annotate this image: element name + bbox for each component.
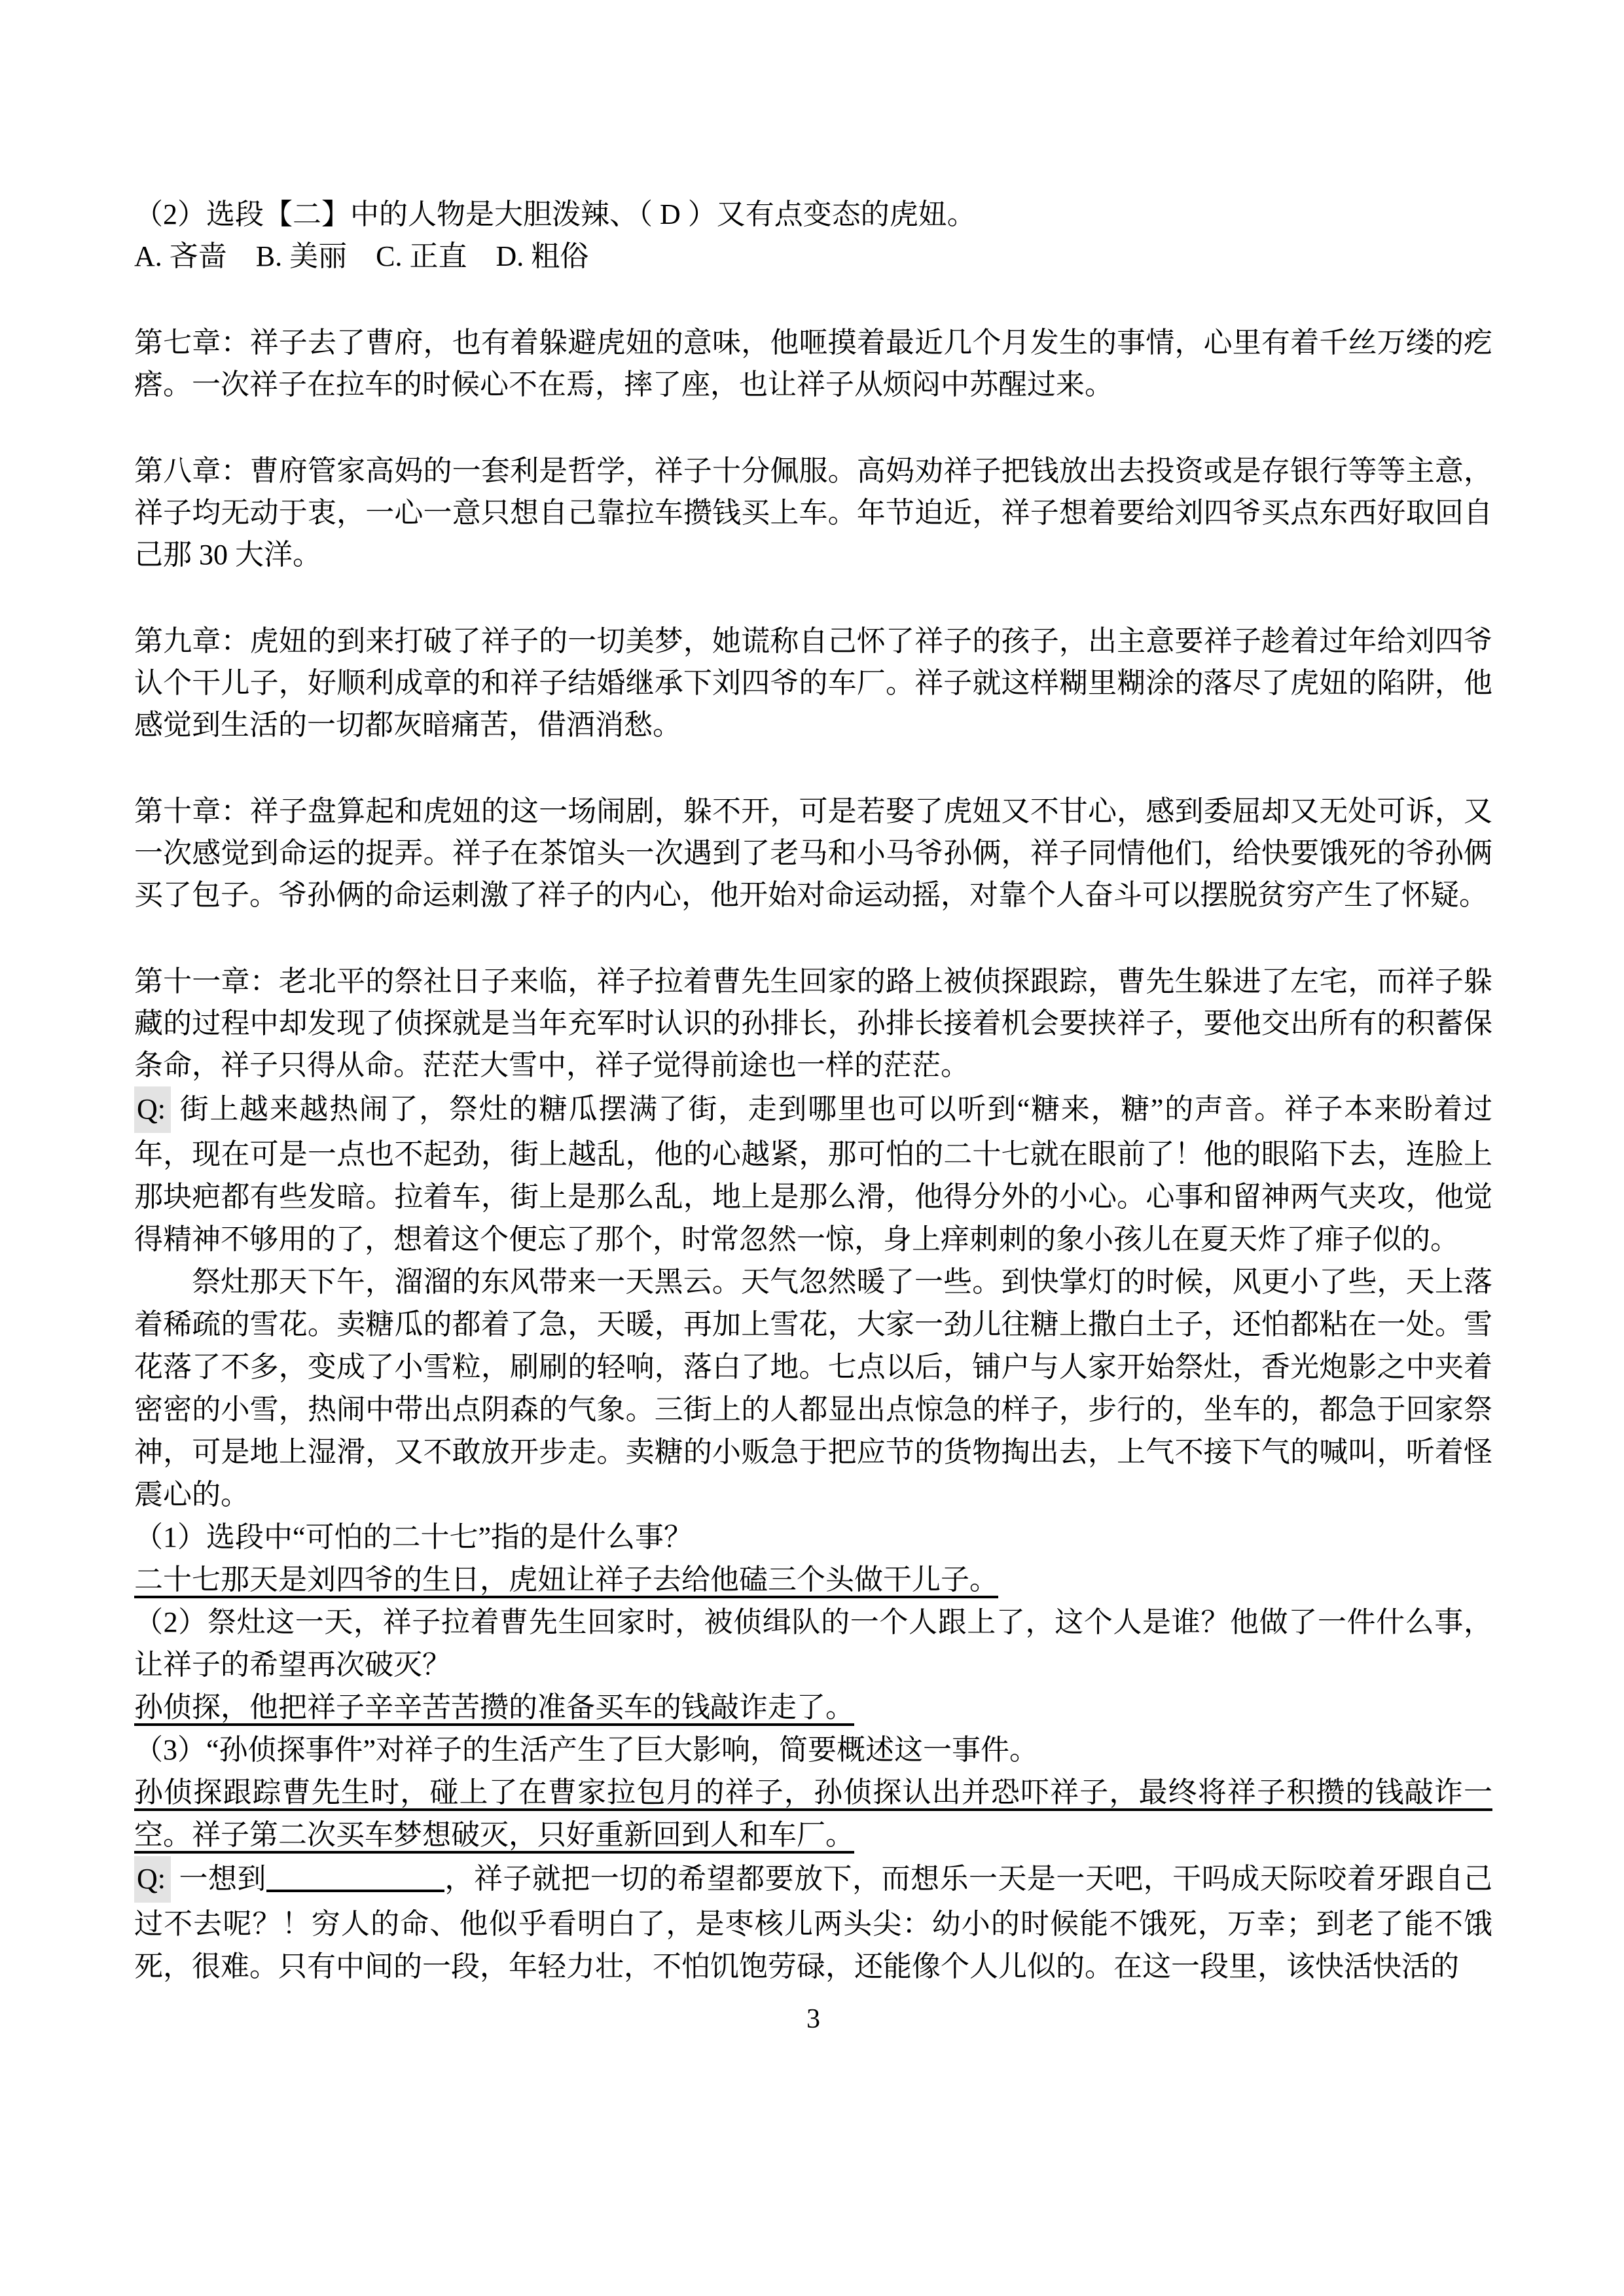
sub-question-2: （2）祭灶这一天，祥子拉着曹先生回家时，被侦缉队的一个人跟上了，这个人是谁？他做了一件什么事，让祥子的希望再次破灭？ (134, 1606, 1492, 1681)
question-2-options: A. 吝啬 B. 美丽 C. 正直 D. 粗俗 (134, 240, 589, 272)
sub-question-1: （1）选段中“可怕的二十七”指的是什么事？ (134, 1521, 693, 1553)
answer-1: 二十七那天是刘四爷的生日，虎妞让祥子去给他磕三个头做干儿子。 (134, 1564, 998, 1596)
chapter-7-summary: 第七章：祥子去了曹府，也有着躲避虎妞的意味，他咂摸着最近几个月发生的事情，心里有着千丝万缕的疙瘩。一次祥子在拉车的时候心不在焉，摔了座，也让祥子从烦闷中苏醒过来。 (134, 327, 1492, 401)
chapter-11-summary: 第十一章：老北平的祭社日子来临，祥子拉着曹先生回家的路上被侦探跟踪，曹先生躲进了左宅，而祥子躲藏的过程中却发现了侦探就是当年充军时认识的孙排长，孙排长接着机会要挟祥子，要他交出所有的积蓄保条命，祥子只得从命。茫茫大雪中，祥子觉得前途也一样的茫茫。 (134, 965, 1492, 1081)
quoted-passage-3-post: ，祥子就把一切的希望都要放下，而想乐一天是一天吧，干吗成天际咬着牙跟自己过不去呢？！穷人的命、他似乎看明白了，是枣核儿两头尖：幼小的时候能不饿死，万幸；到老了能不饿死，很难。只有中间的一段，年轻力壮，不怕饥饱劳碌，还能像个人儿似的。在这一段里，该快活快活的 (134, 1863, 1493, 1982)
qa-section (134, 1086, 1492, 1988)
question-2-line: （2）选段【二】中的人物是大胆泼辣、（ D ）又有点变态的虎妞。 (134, 198, 976, 230)
quoted-passage-3 (134, 1856, 1492, 1988)
quoted-passage-1-text: 街上越来越热闹了，祭灶的糖瓜摆满了街，走到哪里也可以听到“糖来，糖”的声音。祥子本来盼着过年，现在可是一点也不起劲，街上越乱，他的心越紧，那可怕的二十七就在眼前了！他的眼陷下去，连脸上那块疤都有些发暗。拉着车，街上是那么乱，地上是那么滑，他得分外的小心。心事和留神两气夹攻，他觉得精神不够用的了，想着这个便忘了那个，时常忽然一惊，身上痒刺刺的象小孩儿在夏天炸了痱子似的。 (134, 1093, 1492, 1255)
sub-question-3: （3）“孙侦探事件”对祥子的生活产生了巨大影响，简要概述这一事件。 (134, 1734, 1039, 1766)
quoted-passage-3-pre: 一想到 (179, 1863, 266, 1895)
answer-2: 孙侦探，他把祥子辛辛苦苦攒的准备买车的钱敲诈走了。 (134, 1691, 854, 1723)
page-number: 3 (806, 2004, 820, 2034)
fill-in-blank (266, 1890, 444, 1892)
q-marker-1: Q: (134, 1086, 171, 1133)
quoted-passage-1 (134, 1086, 1492, 1261)
q-marker-2: Q: (134, 1856, 171, 1903)
quoted-passage-2: 祭灶那天下午，溜溜的东风带来一天黑云。天气忽然暖了一些。到快掌灯的时候，风更小了些，天上落着稀疏的雪花。卖糖瓜的都着了急，天暖，再加上雪花，大家一劲儿往糖上撒白土子，还怕都粘在一处。雪花落了不多，变成了小雪粒，刷刷的轻响，落白了地。七点以后，铺户与人家开始祭灶，香光炮影之中夹着密密的小雪，热闹中带出点阴森的气象。三街上的人都显出点惊急的样子，步行的，坐车的，都急于回家祭神，可是地上湿滑，又不敢放开步走。卖糖的小贩急于把应节的货物掏出去，上气不接下气的喊叫，听着怪震心的。 (134, 1266, 1492, 1511)
chapter-9-summary: 第九章：虎妞的到来打破了祥子的一切美梦，她谎称自己怀了祥子的孩子，出主意要祥子趁着过年给刘四爷认个干儿子，好顺利成章的和祥子结婚继承下刘四爷的车厂。祥子就这样糊里糊涂的落尽了虎妞的陷阱，他感觉到生活的一切都灰暗痛苦，借酒消愁。 (134, 625, 1492, 741)
chapter-8-summary: 第八章：曹府管家高妈的一套利是哲学，祥子十分佩服。高妈劝祥子把钱放出去投资或是存银行等等主意，祥子均无动于衷，一心一意只想自己靠拉车攒钱买上车。年节迫近，祥子想着要给刘四爷买点东西好取回自己那 30 大洋。 (134, 455, 1492, 571)
answer-3: 孙侦探跟踪曹先生时，碰上了在曹家拉包月的祥子，孙侦探认出并恐吓祥子，最终将祥子积攒的钱敲诈一空。祥子第二次买车梦想破灭，只好重新回到人和车厂。 (134, 1776, 1492, 1851)
chapter-10-summary: 第十章：祥子盘算起和虎妞的这一场闹剧，躲不开，可是若娶了虎妞又不甘心，感到委屈却又无处可诉，又一次感觉到命运的捉弄。祥子在茶馆头一次遇到了老马和小马爷孙俩，祥子同情他们，给快要饿死的爷孙俩买了包子。爷孙俩的命运刺激了祥子的内心，他开始对命运动摇，对靠个人奋斗可以摆脱贫穷产生了怀疑。 (134, 795, 1492, 911)
